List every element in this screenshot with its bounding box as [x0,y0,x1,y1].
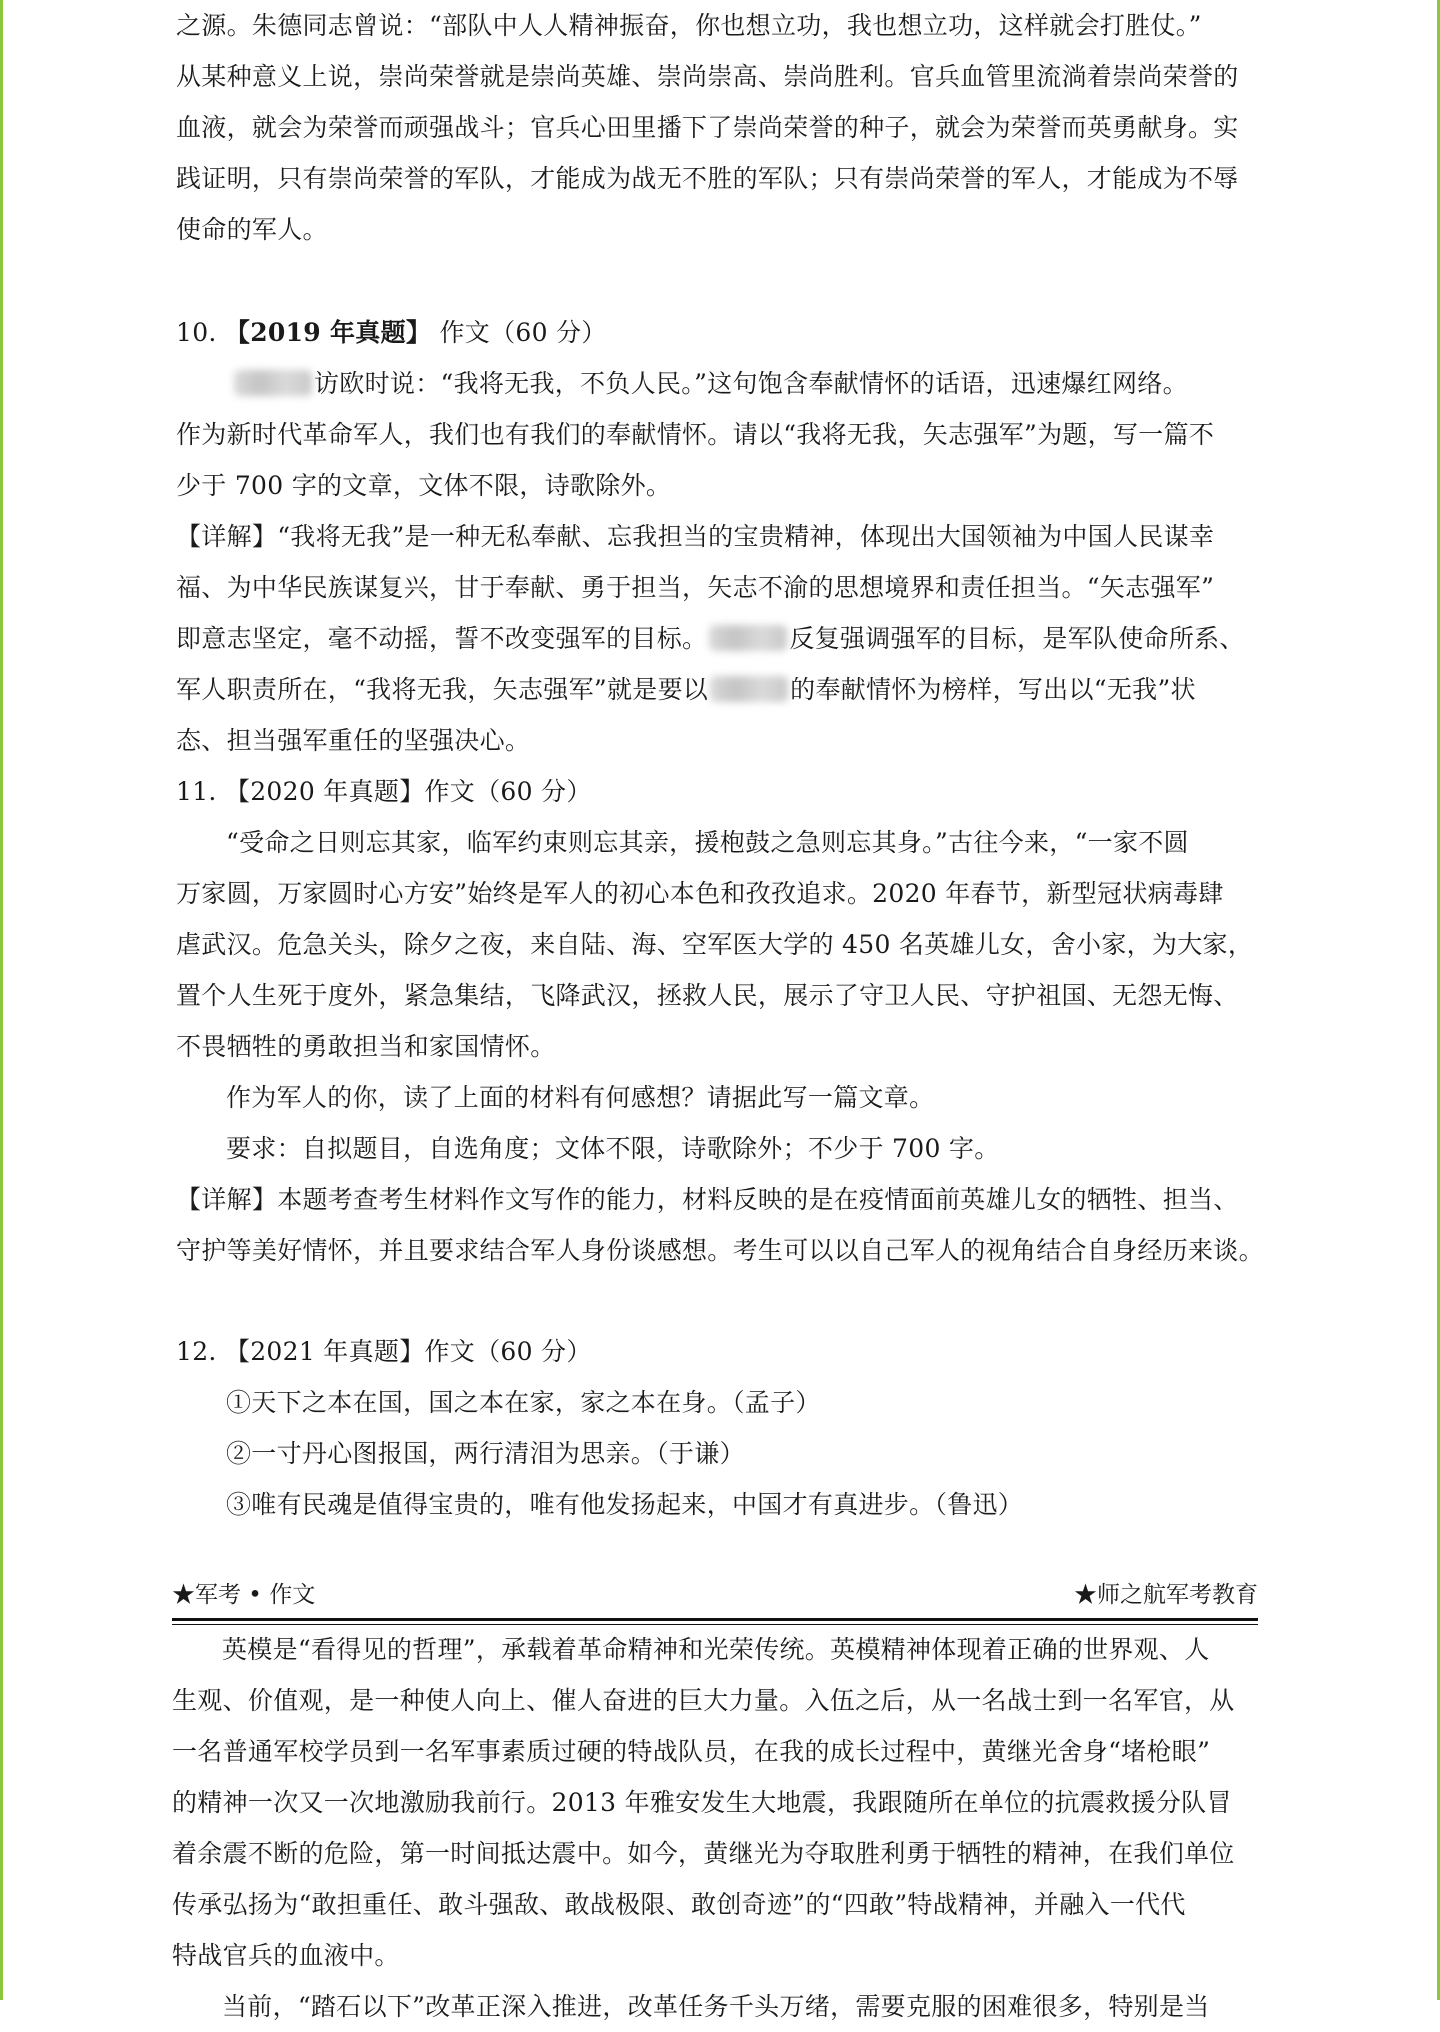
question-11 [176,766,1268,1276]
document-page [176,0,1268,1530]
detail-line: 守护等美好情怀，并且要求结合军人身份谈感想。考生可以以自己军人的视角结合自身经历来谈。 [176,1236,1264,1265]
quote-line: ③唯有民魂是值得宝贵的，唯有他发扬起来，中国才有真进步。（鲁迅） [226,1490,1024,1519]
material-line: 虐武汉。危急关头，除夕之夜，来自陆、海、空军医大学的 450 名英雄儿女，舍小家，为大家， [176,930,1254,959]
question-title: 作文（60 分） [439,318,607,347]
question-number: 10. [176,318,217,347]
question-number: 11. [176,777,217,806]
text-line: 一名普通军校学员到一名军事素质过硬的特战队员，在我的成长过程中，黄继光舍身“堵枪眼” [172,1737,1211,1766]
question-tag: 【2021 年真题】 [224,1337,425,1366]
detail-line: 态、担当强军重任的坚强决心。 [176,726,531,755]
question-title: 作文（60 分） [424,1337,592,1366]
detail-text: 反复强调强军的目标，是军队使命所系、 [789,624,1245,653]
text-line: 的精神一次又一次地激励我前行。2013 年雅安发生大地震，我跟随所在单位的抗震救援分队冒 [172,1788,1232,1817]
prompt-line [176,358,1268,409]
detail-line [176,613,1268,664]
material-line: “受命之日则忘其家，临军约束则忘其亲，援枹鼓之急则忘其身。”古往今来，“一家不圆 [226,828,1189,857]
cut-off-line: 当前，“踏石以下”改革正深入推进，改革任务千头万绪，需要克服的困难很多，特别是当 [222,1992,1210,2021]
detail-line: 【详解】“我将无我”是一种无私奉献、忘我担当的宝贵精神，体现出大国领袖为中国人民谋幸 [176,522,1215,551]
text-line: 践证明，只有崇尚荣誉的军队，才能成为战无不胜的军队；只有崇尚荣誉的军人，才能成为不辱 [176,164,1239,193]
question-heading [176,307,1268,358]
detail-text: 的奉献情怀为榜样，写出以“无我”状 [790,675,1196,704]
text-line: 传承弘扬为“敢担重任、敢斗强敌、敢战极限、敢创奇迹”的“四敢”特战精神，并融入一代代 [172,1890,1186,1919]
material-line: 万家圆，万家圆时心方安”始终是军人的初心本色和孜孜追求。2020 年春节，新型冠状病毒肆 [176,879,1224,908]
task-line: 作为军人的你，读了上面的材料有何感想？请据此写一篇文章。 [226,1083,935,1112]
quote-line: ②一寸丹心图报国，两行清泪为思亲。（于谦） [226,1439,745,1468]
material-line: 置个人生死于度外，紧急集结，飞降武汉，拯救人民，展示了守卫人民、守护祖国、无怨无悔、 [176,981,1239,1010]
question-heading [176,1326,1268,1377]
text-line: 之源。朱德同志曾说：“部队中人人精神振奋，你也想立功，我也想立功，这样就会打胜仗。” [176,11,1202,40]
redacted-name [710,676,788,702]
detail-line: 福、为中华民族谋复兴，甘于奉献、勇于担当，矢志不渝的思想境界和责任担当。“矢志强军” [176,573,1215,602]
question-12 [176,1326,1268,1530]
page-footer [172,1578,1258,1625]
question-10 [176,307,1268,766]
page-border-left [0,0,3,2000]
quote-line: ①天下之本在国，国之本在家，家之本在身。（孟子） [226,1388,821,1417]
prompt-line: 少于 700 字的文章，文体不限，诗歌除外。 [176,471,672,500]
top-paragraph [176,0,1268,255]
prompt-text: 访欧时说：“我将无我，不负人民。”这句饱含奉献情怀的话语，迅速爆红网络。 [314,369,1188,398]
footer-rule-thick [172,1618,1258,1621]
question-title: 作文（60 分） [424,777,592,806]
text-line: 生观、价值观，是一种使人向上、催人奋进的巨大力量。入伍之后，从一名战士到一名军官，从 [172,1686,1235,1715]
question-tag: 【2020 年真题】 [224,777,425,806]
detail-line [176,664,1268,715]
redacted-name [709,625,787,651]
detail-text: 军人职责所在，“我将无我，矢志强军”就是要以 [176,675,709,704]
text-line: 使命的军人。 [176,215,328,244]
text-line: 从某种意义上说，崇尚荣誉就是崇尚英雄、崇尚崇高、崇尚胜利。官兵血管里流淌着崇尚荣誉的 [176,62,1239,91]
text-line: 血液，就会为荣誉而顽强战斗；官兵心田里播下了崇尚荣誉的种子，就会为荣誉而英勇献身。实 [176,113,1239,142]
detail-text: 即意志坚定，毫不动摇，誓不改变强军的目标。 [176,624,708,653]
requirements-line: 要求：自拟题目，自选角度；文体不限，诗歌除外；不少于 700 字。 [226,1134,1000,1163]
text-line: 着余震不断的危险，第一时间抵达震中。如今，黄继光为夺取胜利勇于牺牲的精神，在我们单位 [172,1839,1235,1868]
question-tag: 【2019 年真题】 [224,318,432,347]
question-number: 12. [176,1337,217,1366]
footer-left-label: ★军考 • 作文 [172,1582,316,1608]
detail-line: 【详解】本题考查考生材料作文写作的能力，材料反映的是在疫情面前英雄儿女的牺牲、担当、 [176,1185,1239,1214]
material-line: 不畏牺牲的勇敢担当和家国情怀。 [176,1032,556,1061]
redacted-name [234,370,312,396]
text-line: 英模是“看得见的哲理”，承载着革命精神和光荣传统。英模精神体现着正确的世界观、人 [222,1635,1210,1664]
prompt-line: 作为新时代革命军人，我们也有我们的奉献情怀。请以“我将无我，矢志强军”为题，写一篇不 [176,420,1215,449]
lower-paragraph [172,1624,1264,2032]
footer-right-label: ★师之航军考教育 [1074,1582,1258,1608]
question-heading [176,766,1268,817]
text-line: 特战官兵的血液中。 [172,1941,400,1970]
